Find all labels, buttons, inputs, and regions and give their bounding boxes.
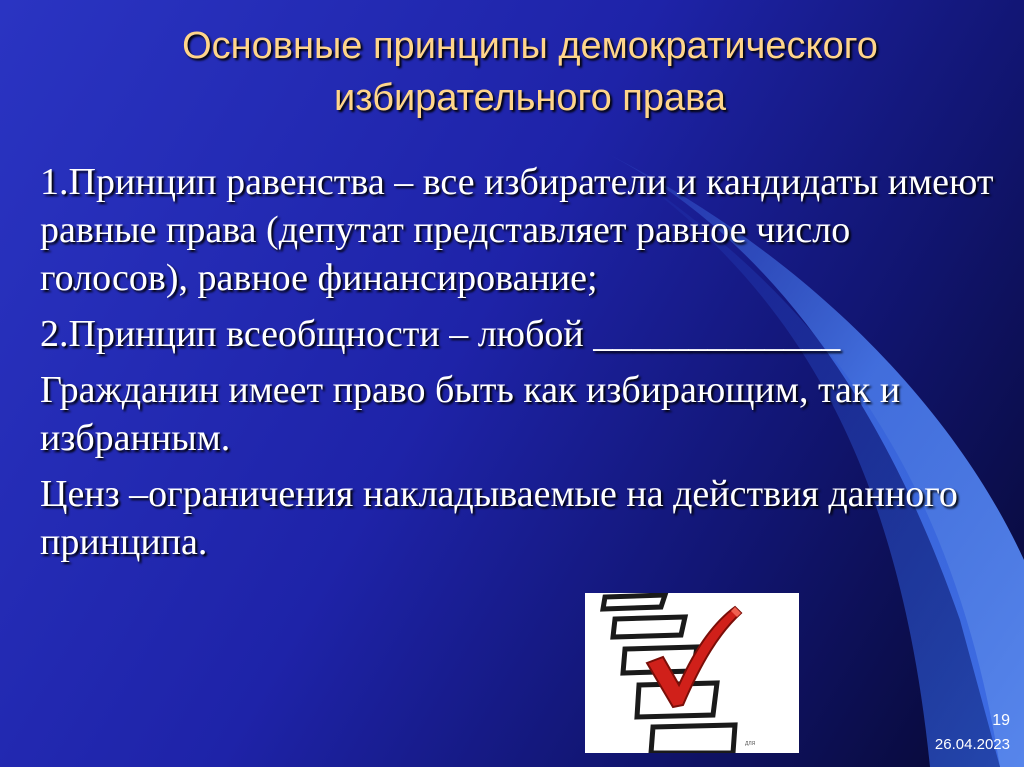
principle-equality: 1.Принцип равенства – все избиратели и кандидаты имеют равные права (депутат представляет равное число голосов), равное финансирование; [40, 161, 994, 299]
slide-number: 19 [992, 712, 1010, 729]
svg-text:ДЛЯ: ДЛЯ [745, 741, 756, 747]
citizen-rights-text: Гражданин имеет право быть как избирающим, так и избранным. [40, 369, 901, 459]
slide-title-line-2: избирательного права [333, 77, 727, 119]
principle-universality-text: 2.Принцип всеобщности – любой [40, 313, 584, 355]
census-definition: Ценз –ограничения накладываемые на действия данного принципа. [40, 473, 958, 563]
principle-universality [40, 310, 1000, 358]
fill-in-blank: _____________ [593, 313, 841, 355]
slide-title-line-1: Основные принципы демократического [182, 25, 878, 67]
checklist-checkmark-icon [585, 593, 799, 753]
slide-body [40, 158, 1000, 574]
checklist-picture [585, 593, 799, 753]
slide-title [60, 20, 1000, 124]
slide-date: 26.04.2023 [934, 736, 1010, 753]
